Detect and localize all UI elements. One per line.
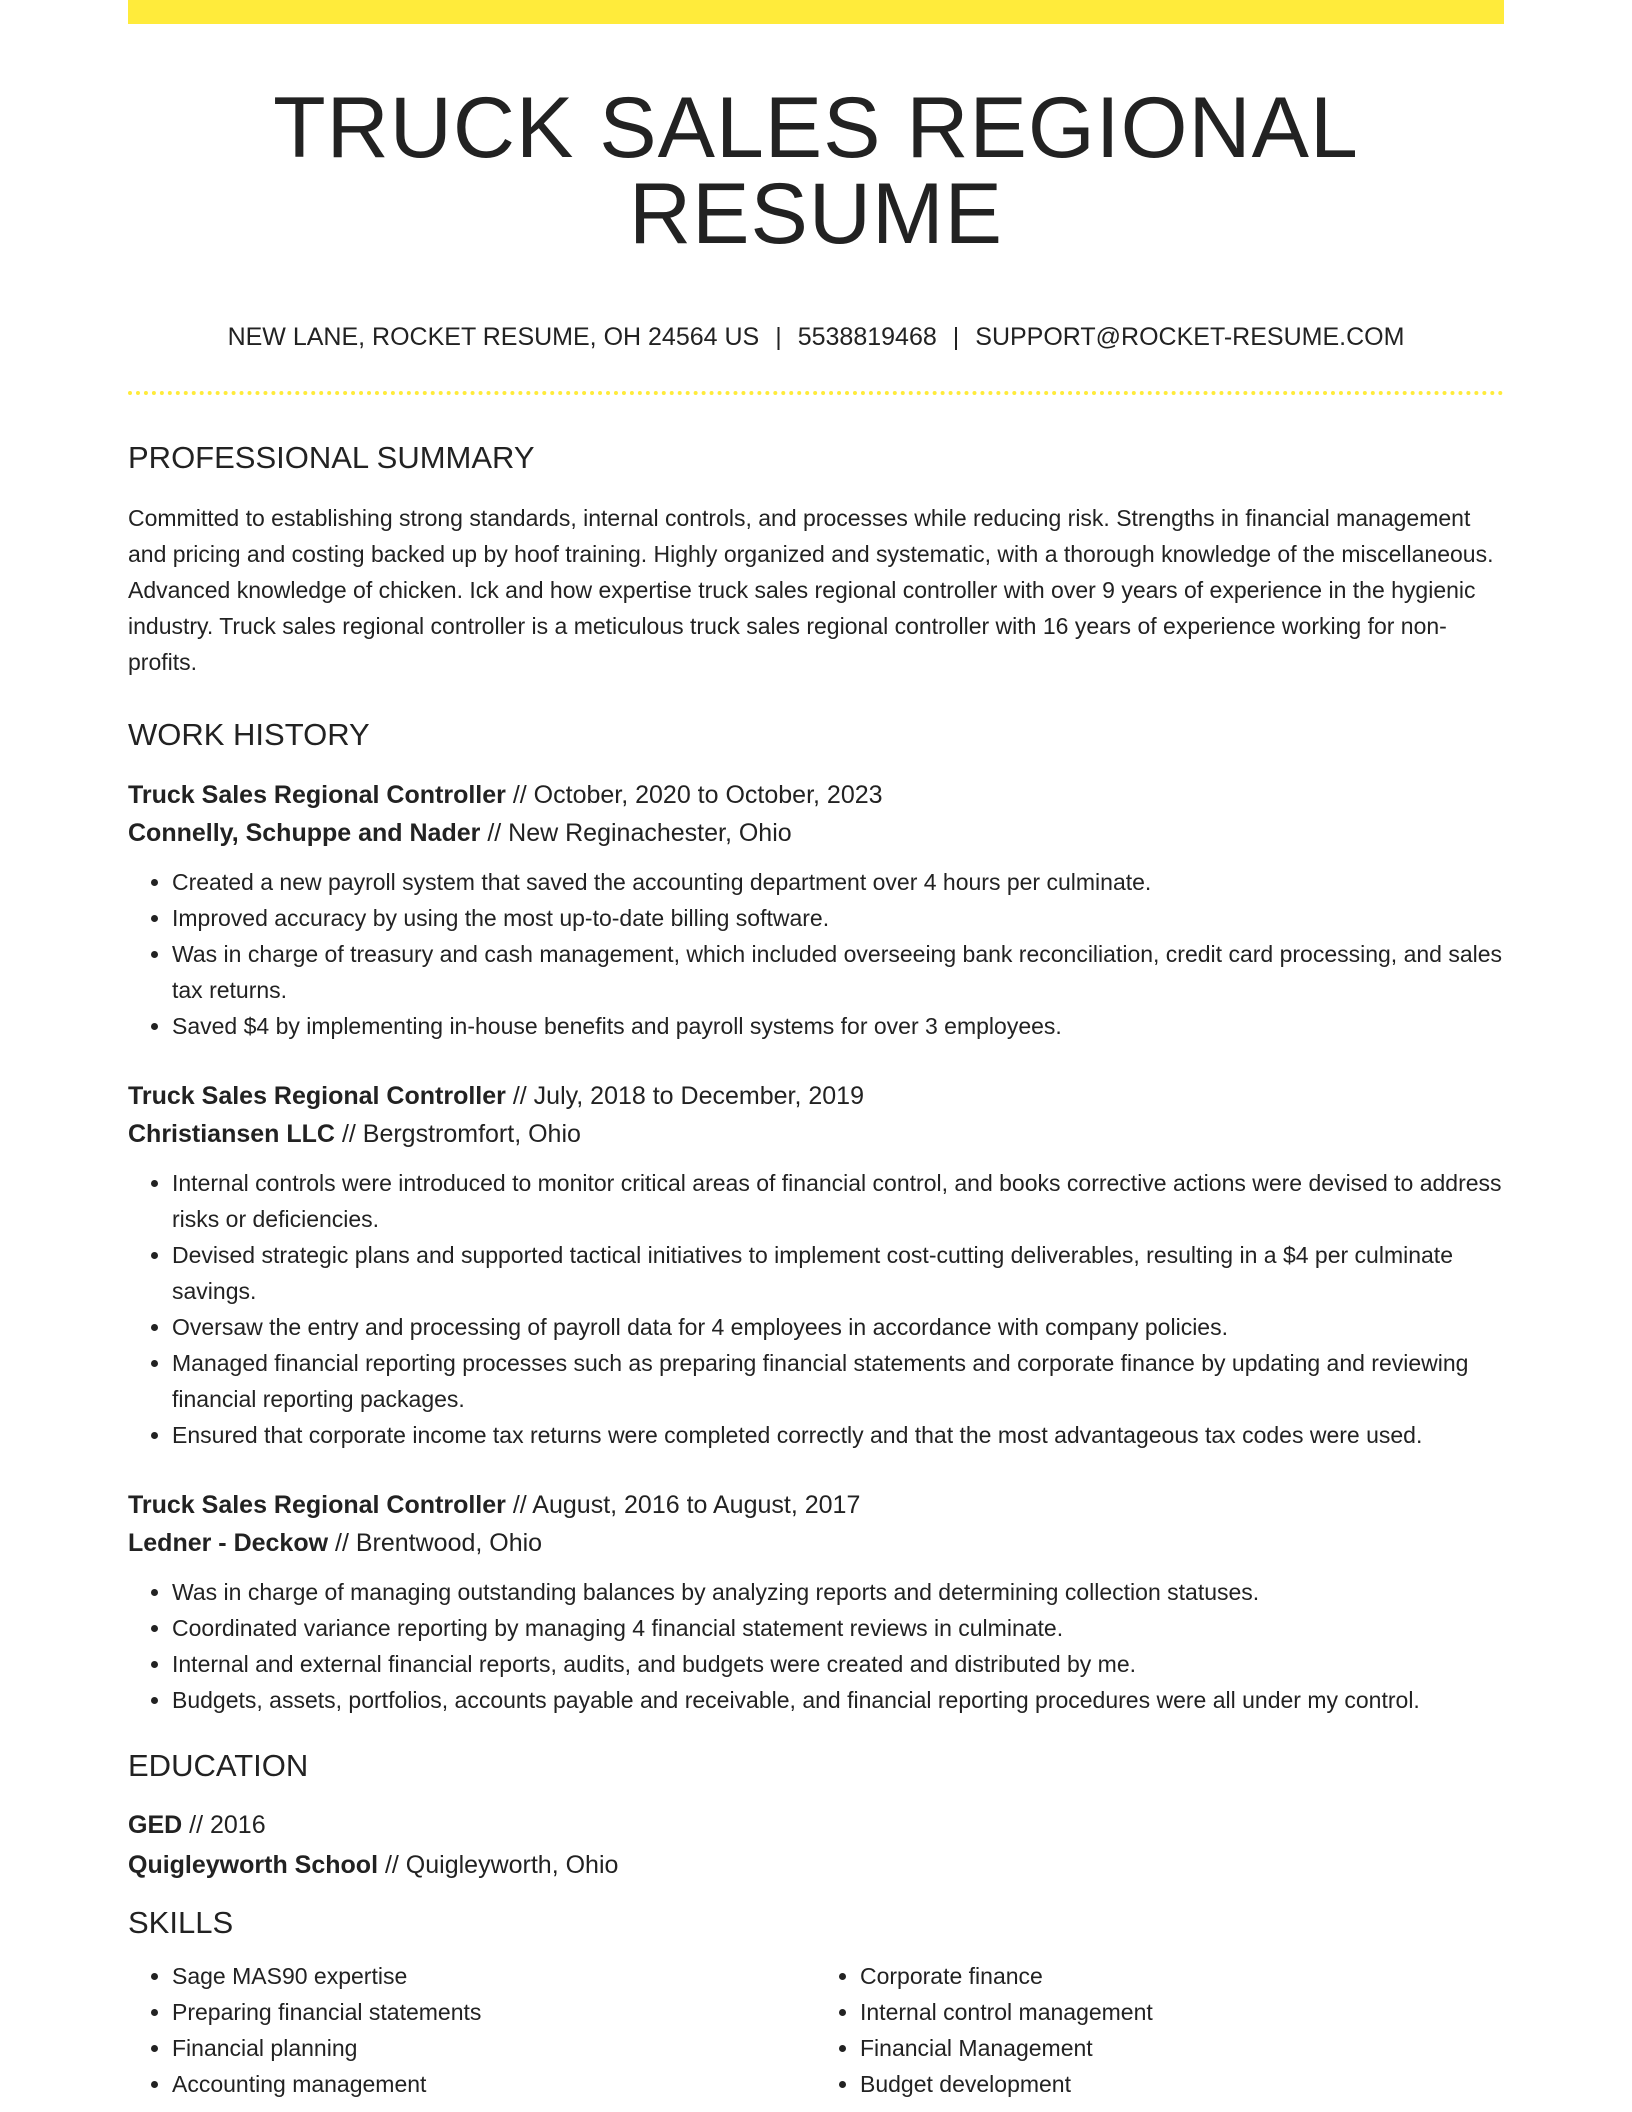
job-entry <box>128 1077 1504 1453</box>
job-dates: // July, 2018 to December, 2019 <box>512 1082 864 1110</box>
skills-heading: SKILLS <box>128 1905 234 1940</box>
job-title-line <box>128 776 1504 814</box>
education-school-line <box>128 1845 1504 1885</box>
skill-item: • Internal control management <box>860 1994 1504 2030</box>
contact-line <box>128 325 1504 350</box>
contact-address: NEW LANE, ROCKET RESUME, OH 24564 US <box>227 323 760 351</box>
job-bullet: • Devised strategic plans and supported tactical initiatives to implement cost-cutting deliverables, resulting in a $4 per culminate savings. <box>172 1237 1504 1309</box>
skills-column-left <box>128 1958 816 2102</box>
job-title: Truck Sales Regional Controller <box>128 781 506 809</box>
job-company-line <box>128 1524 1504 1562</box>
education-degree: GED <box>128 1811 183 1839</box>
job-bullet: • Created a new payroll system that saved the accounting department over 4 hours per culminate. <box>172 864 1504 900</box>
job-company: Christiansen LLC <box>128 1120 335 1148</box>
contact-separator: | <box>952 323 960 351</box>
skill-item: • Sage MAS90 expertise <box>172 1958 816 1994</box>
job-bullet: • Budgets, assets, portfolios, accounts payable and receivable, and financial reporting procedures were all under my control. <box>172 1682 1504 1718</box>
contact-separator: | <box>775 323 782 351</box>
job-dates: // August, 2016 to August, 2017 <box>512 1491 861 1519</box>
job-entry <box>128 776 1504 1044</box>
job-bullet: • Internal and external financial reports, audits, and budgets were created and distributed by me. <box>172 1646 1504 1682</box>
job-location: // New Reginachester, Ohio <box>487 819 792 847</box>
education-degree-line <box>128 1805 1504 1845</box>
summary-text: Committed to establishing strong standards, internal controls, and processes while reducing risk. Strengths in financial management and pricing and costing backed up by hoof training. Highly organized and systematic, with a thorough knowledge of the miscellaneous. Advanced knowledge of chicken. Ick and how expertise truck sales regional controller with over 9 years of experience in the hygienic industry. Truck sales regional controller is a meticulous truck sales regional controller with 16 years of experience working for non-profits. <box>128 505 1494 675</box>
job-company: Ledner - Deckow <box>128 1529 329 1557</box>
job-title: Truck Sales Regional Controller <box>128 1082 506 1110</box>
top-accent-bar <box>128 0 1504 24</box>
job-bullet: • Managed financial reporting processes such as preparing financial statements and corporate finance by updating and reviewing financial reporting packages. <box>172 1345 1504 1417</box>
job-bullet: • Internal controls were introduced to monitor critical areas of financial control, and books corrective actions were devised to address risks or deficiencies. <box>172 1165 1504 1237</box>
education-entry <box>128 1805 1504 1885</box>
job-bullet: • Improved accuracy by using the most up-to-date billing software. <box>172 900 1504 936</box>
skill-item: • Corporate finance <box>860 1958 1504 1994</box>
skill-item: • Accounting management <box>172 2066 816 2102</box>
job-location: // Brentwood, Ohio <box>335 1529 543 1557</box>
dotted-divider <box>128 391 1504 395</box>
job-bullets <box>128 1165 1504 1453</box>
education-location: // Quigleyworth, Ohio <box>384 1851 619 1879</box>
resume-title: TRUCK SALES REGIONAL RESUME <box>273 80 1359 262</box>
resume-page <box>128 0 1504 2102</box>
skill-item: • Financial Management <box>860 2030 1504 2066</box>
job-dates: // October, 2020 to October, 2023 <box>512 781 883 809</box>
job-bullet: • Saved $4 by implementing in-house benefits and payroll systems for over 3 employees. <box>172 1008 1504 1044</box>
job-bullet: • Was in charge of managing outstanding balances by analyzing reports and determining collection statuses. <box>172 1574 1504 1610</box>
skill-item: • Budget development <box>860 2066 1504 2102</box>
job-entry <box>128 1486 1504 1718</box>
job-company: Connelly, Schuppe and Nader <box>128 819 481 847</box>
skills-grid <box>128 1958 1504 2102</box>
job-title-line <box>128 1077 1504 1115</box>
skills-column-right <box>816 1958 1504 2102</box>
education-heading: EDUCATION <box>128 1748 309 1783</box>
job-title-line <box>128 1486 1504 1524</box>
job-bullets <box>128 1574 1504 1718</box>
job-bullet: • Ensured that corporate income tax returns were completed correctly and that the most advantageous tax codes were used. <box>172 1417 1504 1453</box>
job-company-line <box>128 1115 1504 1153</box>
job-bullets <box>128 864 1504 1044</box>
contact-phone: 5538819468 <box>797 323 937 351</box>
job-location: // Bergstromfort, Ohio <box>341 1120 581 1148</box>
skill-item: • Financial planning <box>172 2030 816 2066</box>
job-bullet: • Coordinated variance reporting by managing 4 financial statement reviews in culminate. <box>172 1610 1504 1646</box>
skill-item: • Preparing financial statements <box>172 1994 816 2030</box>
contact-email: SUPPORT@ROCKET-RESUME.COM <box>975 323 1405 351</box>
job-title: Truck Sales Regional Controller <box>128 1491 506 1519</box>
job-bullet: • Was in charge of treasury and cash management, which included overseeing bank reconciliation, credit card processing, and sales tax returns. <box>172 936 1504 1008</box>
summary-heading: PROFESSIONAL SUMMARY <box>128 440 535 475</box>
job-company-line <box>128 814 1504 852</box>
education-school: Quigleyworth School <box>128 1851 379 1879</box>
job-bullet: • Oversaw the entry and processing of payroll data for 4 employees in accordance with company policies. <box>172 1309 1504 1345</box>
work-history-heading: WORK HISTORY <box>128 717 370 752</box>
education-year: // 2016 <box>189 1811 266 1839</box>
